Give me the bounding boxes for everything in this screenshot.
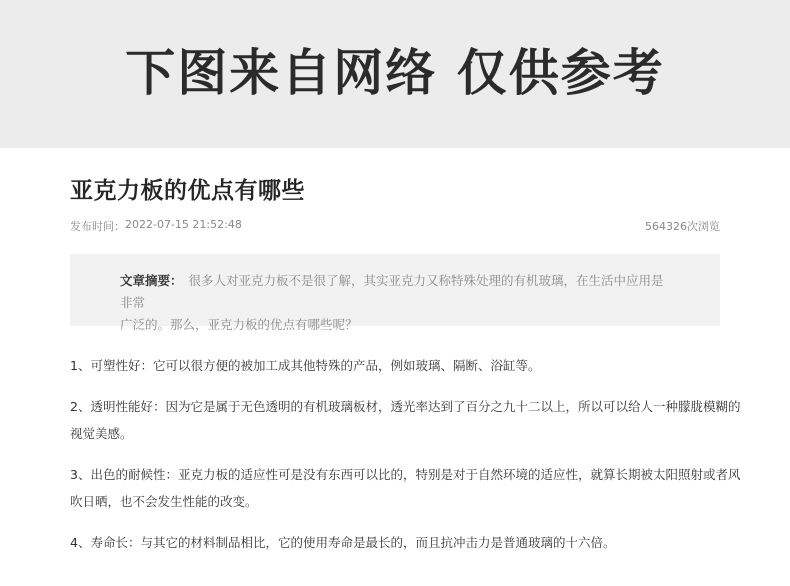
summary-label: 文章摘要： bbox=[120, 273, 183, 288]
header-banner bbox=[0, 0, 790, 148]
paragraph bbox=[70, 461, 741, 515]
paragraph-line: 视觉美感。 bbox=[70, 426, 133, 441]
publish-label: 发布时间： bbox=[70, 220, 125, 233]
paragraph-line: 3、出色的耐候性：亚克力板的适应性可是没有东西可以比的，特别是对于自然环境的适应性，就算长期被太阳照射或者风 bbox=[70, 467, 741, 482]
summary-line-2: 广泛的。那么，亚克力板的优点有哪些呢？ bbox=[120, 317, 358, 332]
paragraph bbox=[70, 352, 730, 379]
publish-time: 2022-07-15 21:52:48 bbox=[125, 218, 242, 231]
paragraph bbox=[70, 529, 730, 556]
publish-info bbox=[70, 218, 242, 234]
article-summary bbox=[70, 254, 720, 332]
paragraph-line: 2、透明性能好：因为它是属于无色透明的有机玻璃板材，透光率达到了百分之九十二以上，所以可以给人一种朦胧模糊的 bbox=[70, 399, 741, 414]
banner-text: 下图来自网络 仅供参考 bbox=[125, 44, 665, 102]
article-meta bbox=[70, 218, 720, 234]
paragraph bbox=[70, 393, 741, 447]
article-body bbox=[70, 352, 741, 570]
paragraph-line: 吹日晒，也不会发生性能的改变。 bbox=[70, 494, 258, 509]
summary-line-1 bbox=[120, 270, 670, 314]
paragraph-line: 1、可塑性好：它可以很方便的被加工成其他特殊的产品，例如玻璃、隔断、浴缸等。 bbox=[70, 358, 541, 373]
summary-text-1: 很多人对亚克力板不是很了解，其实亚克力又称特殊处理的有机玻璃，在生活中应用是非常 bbox=[120, 273, 664, 310]
article-title: 亚克力板的优点有哪些 bbox=[70, 178, 305, 204]
paragraph-line: 4、寿命长：与其它的材料制品相比，它的使用寿命是最长的，而且抗冲击力是普通玻璃的十六倍。 bbox=[70, 535, 616, 550]
view-count: 564326次浏览 bbox=[645, 220, 720, 233]
